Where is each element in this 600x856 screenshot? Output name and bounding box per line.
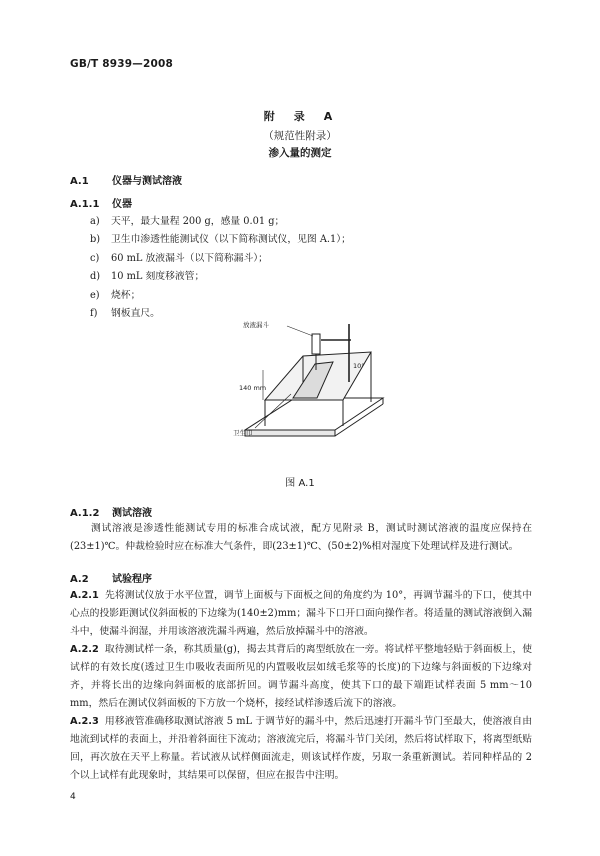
heading-a12-title: 测试溶液 — [112, 508, 152, 519]
page-number: 4 — [70, 792, 76, 802]
list-item: e) 烧杯； — [90, 290, 141, 301]
list-item: f) 钢板直尺。 — [90, 308, 160, 319]
list-item: d) 10 mL 刻度移液管； — [90, 271, 205, 282]
figure-a1-apparatus — [225, 318, 395, 463]
a22-number: A.2.2 — [70, 644, 99, 655]
a21-text: 先将测试仪放于水平位置，调节上面板与下面板之间的角度约为 10°，再调节漏斗的下口，使其中心点的投影距测试仪斜面板的下边缘为(140±2)mm；漏斗下口开口面向操作者。将适量的测试溶液倒入漏斗中，使漏斗润湿，并用该溶液洗漏斗两遍，然后放掉漏斗中的溶液。 — [70, 590, 532, 637]
a21-paragraph — [70, 587, 532, 641]
base-board-front — [245, 430, 335, 436]
a23-number: A.2.3 — [70, 716, 99, 727]
label-140mm: 140 mm — [239, 384, 267, 392]
standard-code-header: GB/T 8939—2008 — [70, 58, 174, 70]
heading-a11-number: A.1.1 — [70, 199, 100, 210]
annex-subtitle: （规范性附录） — [263, 130, 337, 142]
heading-a1-title: 仪器与测试溶液 — [112, 176, 182, 187]
base-board — [245, 398, 383, 430]
heading-a1-number: A.1 — [70, 176, 89, 187]
a12-paragraph: 测试溶液是渗透性能测试专用的标准合成试液，配方见附录 B，测试时测试溶液的温度应保持在(23±1)℃。仲裁检验时应在标准大气条件，即(23±1)℃、(50±2)%相对湿度下处理试样及进行测试。 — [70, 523, 532, 552]
annex-title: 附 录 A — [263, 110, 337, 123]
list-item: a) 天平，最大量程 200 g，感量 0.01 g； — [90, 216, 285, 227]
heading-a2-title: 试验程序 — [112, 574, 152, 585]
funnel-body — [312, 334, 320, 354]
heading-a1 — [70, 172, 182, 187]
a22-paragraph — [70, 641, 532, 713]
heading-a2-number: A.2 — [70, 574, 89, 585]
figure-caption: 图 A.1 — [285, 478, 315, 489]
heading-a11 — [70, 195, 132, 210]
list-item: b) 卫生巾渗透性能测试仪（以下简称测试仪，见图 A.1）； — [90, 234, 351, 245]
label-angle: 10° — [353, 362, 365, 370]
list-item: c) 60 mL 放液漏斗（以下简称漏斗）； — [90, 253, 268, 264]
a21-number: A.2.1 — [70, 590, 99, 601]
label-pad: 卫生巾 — [233, 429, 253, 437]
annex-name: 渗入量的测定 — [268, 147, 332, 159]
heading-a2 — [70, 570, 152, 585]
a23-paragraph — [70, 713, 532, 785]
label-funnel: 放液漏斗 — [243, 321, 269, 329]
a22-text: 取待测试样一条，称其质量(g)，揭去其背后的离型纸放在一旁。将试样平整地轻贴于斜面板上，使试样的有效长度(透过卫生巾吸收表面所见的内置吸收层如绒毛浆等的长度)的下边缘与斜面板的下边缘对齐，并将长出的边缘向斜面板的底部折回。调节漏斗高度，使其下口的最下端距试样表面 5 mm～10 mm，然后在测试仪斜面板的下方放一个烧杯，接经试样渗透后流下的溶液。 — [70, 644, 532, 709]
heading-a11-title: 仪器 — [112, 199, 132, 210]
a23-text: 用移液管准确移取测试溶液 5 mL 于调节好的漏斗中，然后迅速打开漏斗节门至最大，使溶液自由地流到试样的表面上，并沿着斜面往下流动；溶液流完后，将漏斗节门关闭，然后将试样取下，将离型纸贴回，再次放在天平上称量。若试液从试样侧面流走，则该试样作废，另取一条重新测试。若同种样品的 2 个以上试样有此现象时，其结果可以保留，但应在报告中注明。 — [70, 716, 532, 781]
heading-a12-number: A.1.2 — [70, 508, 100, 519]
heading-a12 — [70, 504, 152, 519]
